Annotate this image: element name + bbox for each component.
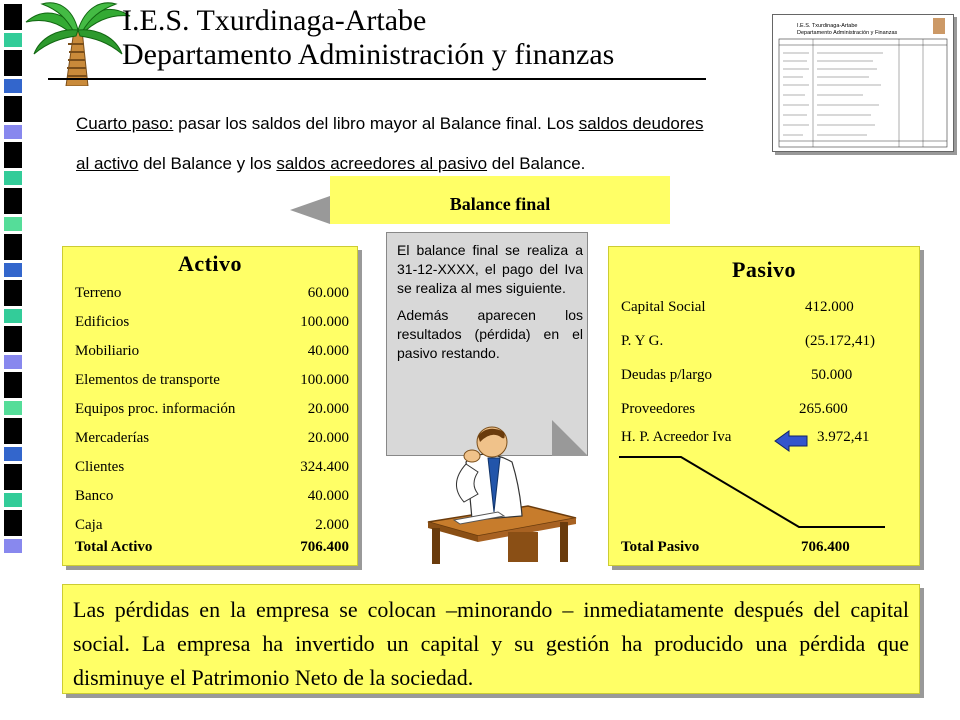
activo-row-value: 40.000 [307,343,349,359]
saldos-deudores-link[interactable]: saldos deudores [578,114,704,133]
saldos-acreedores-link[interactable]: saldos acreedores al pasivo [276,154,488,173]
activo-row-label: Caja [75,517,103,533]
left-decorative-stripe [0,0,26,720]
stripe-block [4,326,22,352]
intro-text [76,104,776,184]
activo-row-value: 100.000 [300,372,349,388]
activo-row-label: Equipos proc. información [75,401,236,417]
activo-row-value: 324.400 [300,459,349,475]
pasivo-total-value: 706.400 [801,539,850,555]
balance-thumbnail [772,14,954,152]
title-line-department: Departamento Administración y finanzas [122,38,615,71]
stripe-block [4,418,22,444]
activo-row-value: 20.000 [307,401,349,417]
note-paragraph-2: Además aparecen los resultados (pérdida) en el pasivo restando. [397,307,583,361]
activo-row-label: Elementos de transporte [75,372,220,388]
stripe-block [4,188,22,214]
pasivo-row-label: Proveedores [621,401,696,417]
step-label: Cuarto paso: [76,114,174,133]
activo-title: Activo [177,251,243,276]
intro-text-b: del Balance y los [138,154,277,173]
pasivo-title: Pasivo [731,257,797,282]
activo-row-value: 40.000 [307,488,349,504]
pasivo-row-value: (25.172,41) [805,333,875,349]
pasivo-row-label: Capital Social [621,299,706,315]
bottom-explanation-text: Las pérdidas en la empresa se colocan –minorando – inmediatamente después del capital social. La empresa ha invertido un capital y su gestión ha producido una pérdida que disminuye el Patrimonio Neto de la sociedad. [73,597,909,690]
activo-row-label: Clientes [75,459,125,475]
stripe-block [4,447,22,461]
thumbnail-figure-icon [933,18,945,34]
stripe-block [4,33,22,47]
balance-final-title: Balance final [449,194,551,214]
stripe-block [4,372,22,398]
stripe-block [4,234,22,260]
al-activo-link[interactable]: al activo [76,154,139,173]
businessman-at-desk-illustration [408,424,592,566]
activo-total-value: 706.400 [300,539,349,555]
stripe-block [4,309,22,323]
callout-pointer-shape [290,196,330,224]
header-divider [48,78,706,80]
stripe-block [4,355,22,369]
pasivo-row-value: 265.600 [799,401,848,417]
activo-row-label: Banco [75,488,114,504]
stripe-block [4,142,22,168]
activo-row-value: 20.000 [307,430,349,446]
activo-row-value: 100.000 [300,314,349,330]
activo-panel [62,246,358,566]
explanation-note [386,232,588,456]
intro-text-c: del Balance. [487,154,586,173]
activo-total-label: Total Activo [75,539,153,555]
stripe-block [4,493,22,507]
pasivo-row-label: Deudas p/largo [621,367,712,383]
stripe-block [4,125,22,139]
balance-final-banner [330,176,670,224]
stripe-block [4,50,22,76]
stripe-block [4,4,22,30]
activo-row-label: Mercaderías [75,430,150,446]
intro-text-a: pasar los saldos del libro mayor al Balance final. Los [173,114,579,133]
blue-arrow-icon [775,431,807,451]
note-paragraph-1: El balance final se realiza a 31-12-XXXX, el pago del Iva se realiza al mes siguiente. [397,242,583,296]
stripe-block [4,401,22,415]
activo-row-value: 60.000 [307,285,349,301]
thumbnail-title-1: I.E.S. Txurdinaga-Artabe [797,23,858,29]
title-line-school: I.E.S. Txurdinaga-Artabe [122,4,427,37]
stripe-block [4,79,22,93]
thumbnail-graphic [773,15,953,151]
pasivo-row-value: 412.000 [805,299,854,315]
thumbnail-title-2: Departamento Administración y Finanzas [797,30,898,36]
activo-row-label: Edificios [75,314,130,330]
stripe-block [4,464,22,490]
pasivo-row-label: H. P. Acreedor Iva [621,429,732,445]
bottom-explanation [62,584,920,694]
pasivo-row-label: P. Y G. [621,333,664,349]
activo-row-label: Terreno [75,285,122,301]
palm-tree-logo [22,0,134,86]
activo-row-value: 2.000 [315,517,349,533]
stripe-block [4,96,22,122]
page-title [122,4,614,72]
stripe-block [4,510,22,536]
stripe-block [4,171,22,185]
stripe-block [4,280,22,306]
pasivo-row-value: 50.000 [811,367,853,383]
stripe-block [4,263,22,277]
stripe-block [4,539,22,553]
pasivo-total-label: Total Pasivo [621,539,700,555]
stripe-block [4,217,22,231]
activo-row-label: Mobiliario [75,343,140,359]
pasivo-panel [608,246,920,566]
pasivo-row-value: 3.972,41 [817,429,870,445]
